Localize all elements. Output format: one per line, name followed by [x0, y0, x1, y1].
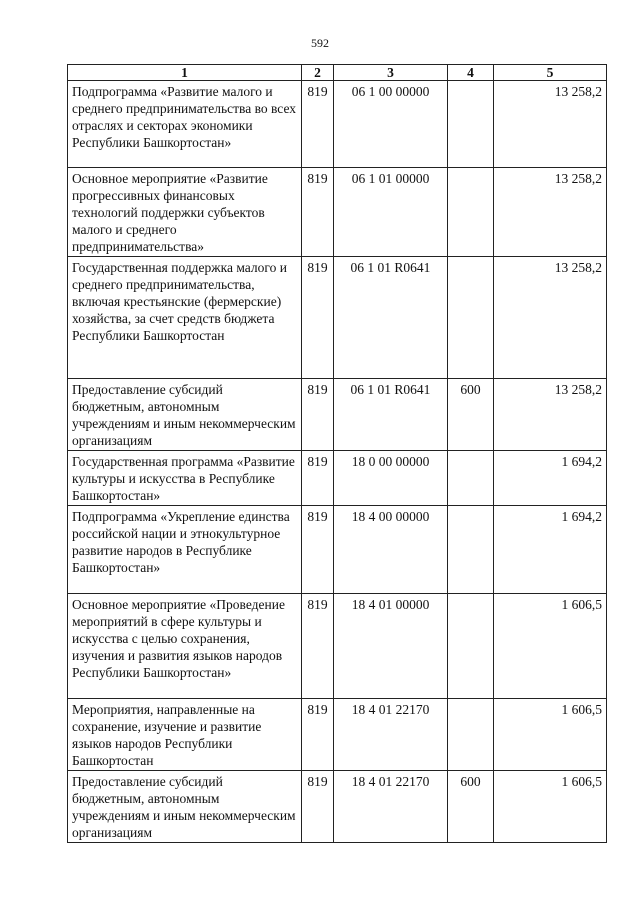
row-grbs: 819 — [302, 81, 334, 168]
row-code: 18 4 01 22170 — [334, 771, 448, 843]
row-code: 06 1 00 00000 — [334, 81, 448, 168]
row-grbs: 819 — [302, 257, 334, 379]
row-code: 06 1 01 R0641 — [334, 257, 448, 379]
row-sum: 1 606,5 — [494, 771, 607, 843]
column-header-3: 3 — [334, 65, 448, 81]
table-row — [68, 594, 607, 699]
row-grbs: 819 — [302, 771, 334, 843]
header-row — [68, 65, 607, 81]
row-vr — [448, 699, 494, 771]
row-vr: 600 — [448, 379, 494, 451]
row-name: Мероприятия, направленные на сохранение, изучение и развитие языков народов Республики Башкортостан — [68, 699, 302, 771]
row-sum: 13 258,2 — [494, 168, 607, 257]
table-header — [68, 65, 607, 81]
row-sum: 1 606,5 — [494, 699, 607, 771]
row-sum: 1 694,2 — [494, 451, 607, 506]
row-sum: 13 258,2 — [494, 257, 607, 379]
row-sum: 1 606,5 — [494, 594, 607, 699]
row-name: Государственная поддержка малого и среднего предпринимательства, включая крестьянские (фермерские) хозяйства, за счет средств бюджета Республики Башкортостан — [68, 257, 302, 379]
row-name: Предоставление субсидий бюджетным, автономным учреждениям и иным некоммерческим организациям — [68, 771, 302, 843]
row-code: 18 4 01 00000 — [334, 594, 448, 699]
row-vr — [448, 81, 494, 168]
row-grbs: 819 — [302, 379, 334, 451]
table-row — [68, 771, 607, 843]
row-name: Основное мероприятие «Проведение мероприятий в сфере культуры и искусства с целью сохранения, изучения и развития языков народов Республики Башкортостан» — [68, 594, 302, 699]
row-sum: 1 694,2 — [494, 506, 607, 594]
row-vr: 600 — [448, 771, 494, 843]
row-grbs: 819 — [302, 168, 334, 257]
page-number: 592 — [311, 36, 329, 50]
row-grbs: 819 — [302, 699, 334, 771]
row-name: Подпрограмма «Укрепление единства российской нации и этнокультурное развитие народов в Республике Башкортостан» — [68, 506, 302, 594]
table-row — [68, 379, 607, 451]
row-name: Предоставление субсидий бюджетным, автономным учреждениям и иным некоммерческим организациям — [68, 379, 302, 451]
row-code: 18 4 01 22170 — [334, 699, 448, 771]
column-header-4: 4 — [448, 65, 494, 81]
row-vr — [448, 257, 494, 379]
row-code: 06 1 01 00000 — [334, 168, 448, 257]
table-row — [68, 699, 607, 771]
table-row — [68, 168, 607, 257]
row-name: Подпрограмма «Развитие малого и среднего предпринимательства во всех отраслях и секторах экономики Республики Башкортостан» — [68, 81, 302, 168]
table-row — [68, 506, 607, 594]
row-code: 06 1 01 R0641 — [334, 379, 448, 451]
row-vr — [448, 451, 494, 506]
row-code: 18 0 00 00000 — [334, 451, 448, 506]
row-name: Основное мероприятие «Развитие прогрессивных финансовых технологий поддержки субъектов малого и среднего предпринимательства» — [68, 168, 302, 257]
column-header-5: 5 — [494, 65, 607, 81]
table-body — [68, 81, 607, 843]
row-name: Государственная программа «Развитие культуры и искусства в Республике Башкортостан» — [68, 451, 302, 506]
table-row — [68, 451, 607, 506]
column-header-1: 1 — [68, 65, 302, 81]
row-grbs: 819 — [302, 594, 334, 699]
table-row — [68, 257, 607, 379]
row-sum: 13 258,2 — [494, 379, 607, 451]
row-sum: 13 258,2 — [494, 81, 607, 168]
row-vr — [448, 168, 494, 257]
row-vr — [448, 594, 494, 699]
row-vr — [448, 506, 494, 594]
column-header-2: 2 — [302, 65, 334, 81]
row-grbs: 819 — [302, 506, 334, 594]
budget-table — [67, 64, 607, 843]
row-grbs: 819 — [302, 451, 334, 506]
table-row — [68, 81, 607, 168]
row-code: 18 4 00 00000 — [334, 506, 448, 594]
